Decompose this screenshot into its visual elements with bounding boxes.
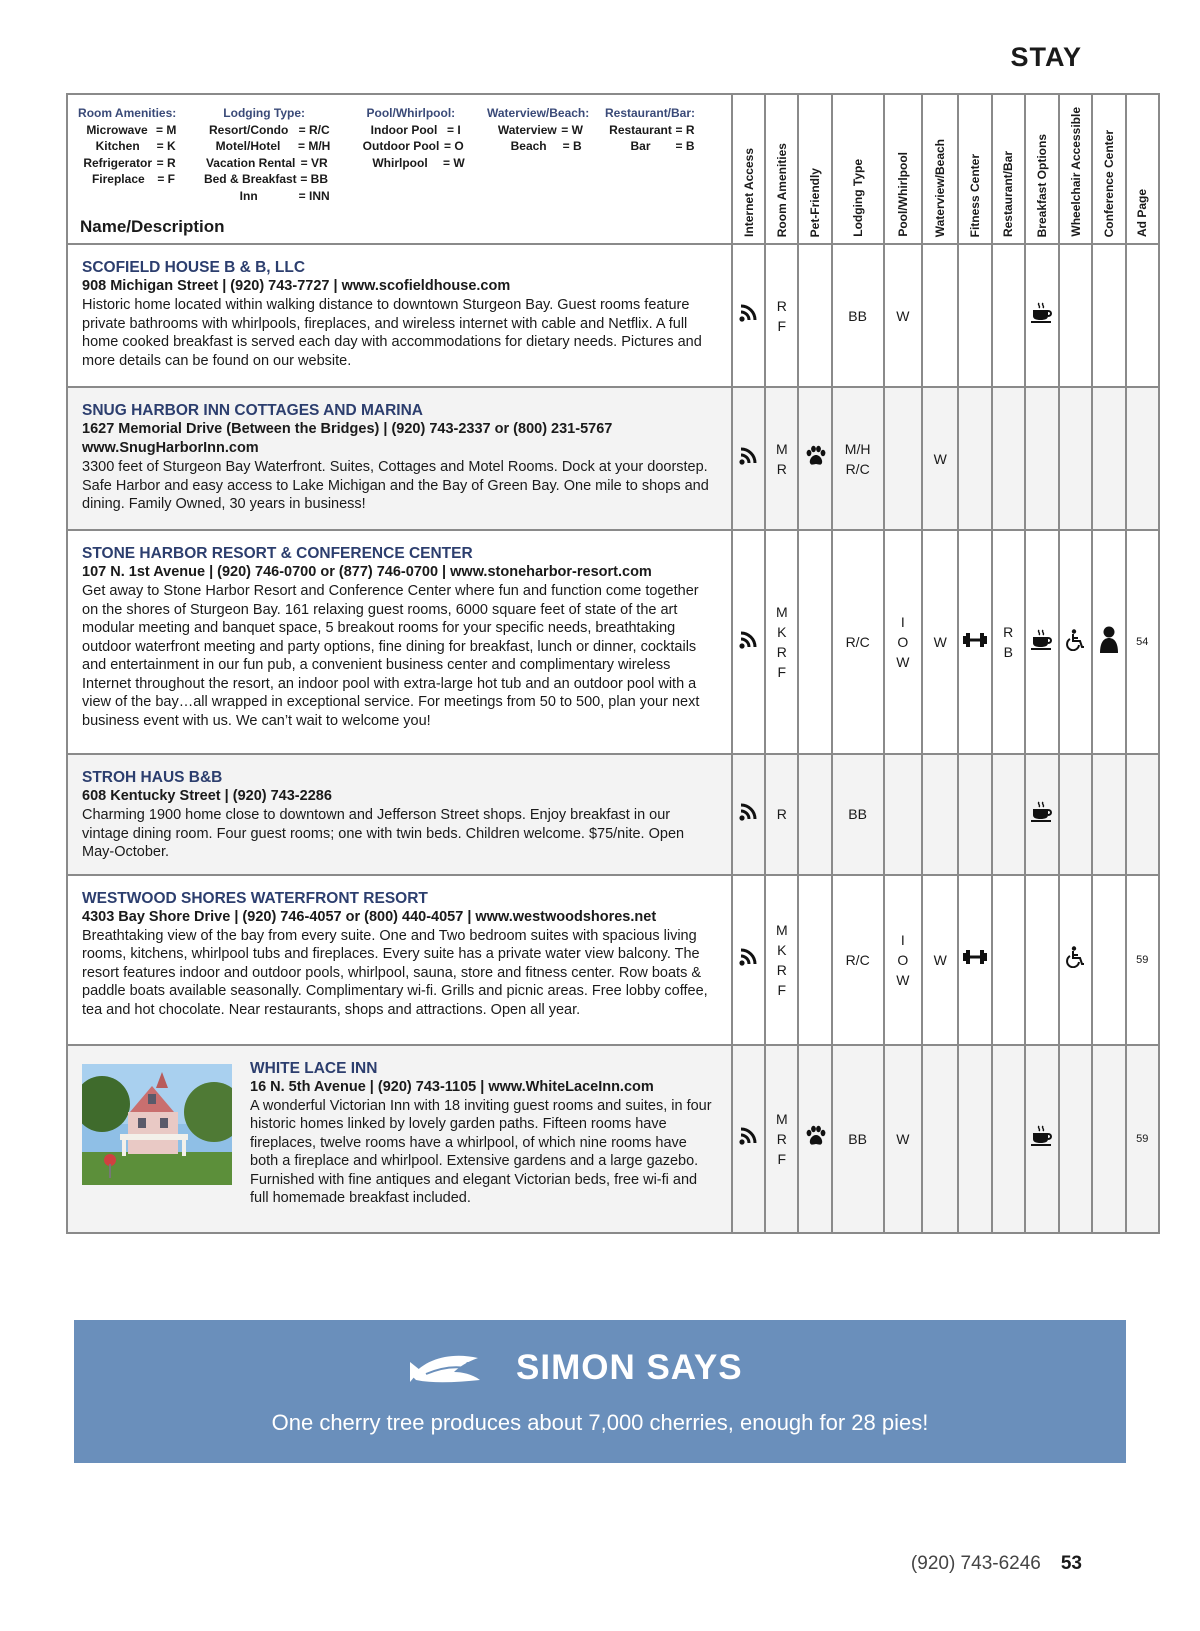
column-header-label: Conference Center — [1101, 129, 1116, 237]
cell-pet — [798, 530, 831, 754]
cell-value: BB — [848, 1130, 867, 1147]
legend-item-label: Outdoor Pool — [362, 139, 440, 153]
column-header — [884, 94, 922, 244]
legend-item — [357, 155, 465, 172]
legend-item-label: Refrigerator — [83, 155, 152, 170]
cell-conference — [1092, 530, 1125, 754]
listing-address: 1627 Memorial Drive (Between the Bridges) | (920) 743-2337 or (800) 231-5767 www.SnugHarborInn.com — [82, 421, 613, 456]
wheelchair-icon — [1065, 629, 1087, 656]
listing-text: 3300 feet of Sturgeon Bay Waterfront. Suites, Cottages and Motel Rooms. Dock at your doorstep. Safe Harbor and easy access to Lake Michigan and the Bay of Green Bay. One mile to shops and dining. Family Owned, 30 years in business! — [82, 459, 709, 512]
legend-item-code: = B — [675, 139, 695, 153]
listing-text: Get away to Stone Harbor Resort and Conference Center where fun and function come together on the shores of Sturgeon Bay. 161 relaxing guest rooms, 6000 square feet of state of the art modular meeting and banquet space, 5 breakout rooms for your specific needs, breathtaking outdoor waterfront meeting and party options, fine dining for breakfast, lunch or dinner, cocktails and entertainment in our fun pub, a convenient business center and complimentary wireless Internet throughout the resort, an indoor pool with extra-large hot tub and an outdoor pool with a view of the bay…all wrapped in exceptional service. For meetings from 50 to 500, plan your next business event with us. We can’t wait to welcome you! — [82, 583, 700, 729]
legend-item-label: Waterview — [497, 122, 557, 137]
cell-amenities — [765, 387, 798, 530]
cell-internet — [732, 530, 765, 754]
column-header — [958, 94, 991, 244]
legend-item-code: = F — [157, 172, 175, 186]
column-header — [1059, 94, 1092, 244]
cell-ad-page — [1126, 875, 1159, 1045]
listing-name: WHITE LACE INN — [250, 1059, 378, 1077]
cell-lodging — [832, 530, 884, 754]
column-header — [1092, 94, 1125, 244]
table-row — [67, 754, 1159, 875]
table-row — [67, 530, 1159, 754]
listing-text: Charming 1900 home close to downtown and Jefferson Street shops. Enjoy breakfast in our vintage dining room. Four guest rooms; one with twin beds. Children welcome. $75/nite. Open May-October. — [82, 807, 685, 860]
listing-address: 107 N. 1st Avenue | (920) 746-0700 or (877) 746-0700 | www.stoneharbor-resort.com — [82, 564, 652, 580]
column-header-label: Restaurant/Bar — [1001, 150, 1016, 237]
listing-address: 908 Michigan Street | (920) 743-7727 | www.scofieldhouse.com — [82, 278, 511, 294]
cell-wheelchair — [1059, 1045, 1092, 1233]
legend-item — [78, 155, 176, 172]
legend-item — [198, 122, 330, 139]
legend-item-code: = I — [446, 122, 461, 137]
cell-internet — [732, 875, 765, 1045]
cell-breakfast — [1025, 1045, 1059, 1233]
wifi-icon — [738, 303, 760, 328]
cell-wheelchair — [1059, 875, 1092, 1045]
cell-internet — [732, 244, 765, 387]
wifi-icon — [738, 630, 760, 655]
legend-item-label: Microwave — [86, 122, 148, 137]
legend-item — [357, 122, 465, 139]
legend-group — [605, 105, 695, 155]
listing-text: Historic home located within walking distance to downtown Sturgeon Bay. Guest rooms feature private bathrooms with whirlpools, fireplaces, and wireless internet with cable and Netflix. A full home cooked breakfast is served each day with accommodations for dietary needs. Pictures and more details can be found on our website. — [82, 297, 702, 369]
cell-ad-page — [1126, 387, 1159, 530]
cell-ad-page — [1126, 244, 1159, 387]
table-row — [67, 1045, 1159, 1233]
column-header-label: Internet Access — [741, 148, 756, 237]
listing-address: 16 N. 5th Avenue | (920) 743-1105 | www.WhiteLaceInn.com — [250, 1078, 654, 1095]
legend-item-code: = R — [675, 122, 695, 137]
cell-restaurant — [992, 875, 1025, 1045]
legend-item-label: Bar — [630, 139, 651, 153]
legend-item-label: Kitchen — [95, 139, 140, 153]
cell-wheelchair — [1059, 387, 1092, 530]
cell-amenities — [765, 530, 798, 754]
dumbbell-icon — [962, 632, 988, 653]
cell-pet — [798, 244, 831, 387]
paw-icon — [803, 444, 827, 473]
cell-pool — [884, 1045, 922, 1233]
cell-lodging — [832, 244, 884, 387]
column-header-label: Room Amenities — [774, 142, 789, 237]
legend-item — [198, 155, 330, 172]
cell-value: M K R F — [775, 921, 788, 998]
column-header-label: Pet-Friendly — [808, 167, 823, 237]
cell-value: 59 — [1136, 953, 1149, 966]
coffee-cup-icon — [1030, 302, 1054, 329]
cell-amenities — [765, 875, 798, 1045]
wheelchair-icon — [1065, 946, 1087, 973]
cell-value: R/C — [845, 951, 870, 968]
legend-item-code: = R/C — [298, 122, 330, 137]
cell-value: 54 — [1136, 636, 1149, 648]
cell-lodging — [832, 875, 884, 1045]
legend-item — [78, 171, 176, 188]
legend-item-code: = INN — [298, 188, 330, 203]
cell-water — [922, 875, 958, 1045]
legend-item-label: Restaurant — [609, 122, 672, 137]
table-row — [67, 244, 1159, 387]
cell-breakfast — [1025, 754, 1059, 875]
legend-item-code: = BB — [300, 172, 329, 186]
cell-lodging — [832, 387, 884, 530]
coffee-cup-icon — [1030, 1125, 1054, 1152]
cell-value: M/H R/C — [844, 440, 871, 477]
cell-restaurant — [992, 754, 1025, 875]
legend-item — [78, 138, 176, 155]
cell-pool — [884, 244, 922, 387]
legend-item — [605, 138, 695, 155]
cell-pet — [798, 754, 831, 875]
coffee-cup-icon — [1030, 629, 1054, 656]
legend-item — [198, 171, 330, 188]
cell-fitness — [958, 530, 991, 754]
cell-value: M R — [775, 440, 788, 477]
legend-item — [487, 138, 589, 155]
cell-fitness — [958, 754, 991, 875]
cell-conference — [1092, 244, 1125, 387]
legend-item — [78, 122, 176, 139]
column-header — [992, 94, 1025, 244]
legend-item-code: = W — [561, 122, 583, 137]
cell-water — [922, 1045, 958, 1233]
column-header — [798, 94, 831, 244]
cell-value: W — [933, 634, 947, 650]
wifi-icon — [738, 446, 760, 471]
listing-description-cell — [67, 1045, 732, 1233]
paw-icon — [803, 1124, 827, 1153]
cell-internet — [732, 1045, 765, 1233]
wifi-icon — [738, 802, 760, 827]
cell-conference — [1092, 1045, 1125, 1233]
cell-value: R B — [1003, 624, 1014, 660]
legend-group — [357, 105, 465, 171]
banner-title: SIMON SAYS — [516, 1348, 743, 1387]
table-row — [67, 387, 1159, 530]
cell-wheelchair — [1059, 754, 1092, 875]
cell-ad-page — [1126, 530, 1159, 754]
cell-pet — [798, 1045, 831, 1233]
cell-fitness — [958, 875, 991, 1045]
cell-value: R F — [776, 297, 787, 334]
listing-description-cell — [67, 530, 732, 754]
cell-value: R/C — [845, 634, 870, 650]
listing-name: STROH HAUS B&B — [82, 769, 223, 786]
wifi-icon — [738, 947, 760, 972]
column-header — [1126, 94, 1159, 244]
cell-breakfast — [1025, 387, 1059, 530]
dumbbell-icon — [962, 949, 988, 970]
legend-item-label: Resort/Condo — [208, 122, 289, 137]
legend-item — [487, 122, 589, 139]
cell-amenities — [765, 1045, 798, 1233]
legend-item-code: = B — [562, 139, 582, 153]
legend-group — [198, 105, 330, 204]
cell-value: W — [933, 450, 947, 467]
cell-internet — [732, 387, 765, 530]
listing-text: A wonderful Victorian Inn with 18 inviting guest rooms and suites, in four historic homes linked by lovely garden paths. Fifteen rooms have fireplaces, twelve rooms have a whirlpool, of which nine rooms have both a fireplace and whirlpool. Extensive gardens and a large gazebo. Furnished with fine antiques and elegant Victorian beds, free wi-fi and full homemade breakfast included. — [250, 1097, 712, 1206]
cell-ad-page — [1126, 754, 1159, 875]
column-header-label: Ad Page — [1135, 188, 1150, 237]
legend-item-code: = R — [156, 155, 176, 170]
listing-text: Breathtaking view of the bay from every suite. One and Two bedroom suites with spacious living rooms, kitchens, whirlpool tubs and fireplaces. Every suite has a private water view balcony. The resort features indoor and outdoor pools, whirlpool, sauna, store and fitness center. Row boats & paddle boats available seasonally. Complimentary wi-fi. Grills and picnic areas. Free lobby coffee, tea and hot chocolate. Near restaurants, shops and attractions. Open all year. — [82, 927, 708, 1018]
legend-item-label: Motel/Hotel — [215, 139, 281, 153]
page-number: 53 — [1060, 1553, 1082, 1574]
cell-value: BB — [848, 307, 867, 324]
cell-pet — [798, 875, 831, 1045]
legend-item-label: Fireplace — [91, 172, 145, 186]
legend-group-title: Lodging Type: — [223, 106, 306, 120]
legend-item — [198, 188, 330, 205]
cell-conference — [1092, 754, 1125, 875]
cell-pool — [884, 387, 922, 530]
column-header — [832, 94, 884, 244]
listing-name: SNUG HARBOR INN COTTAGES AND MARINA — [82, 402, 423, 419]
lodging-table — [66, 93, 1160, 1234]
column-header — [765, 94, 798, 244]
legend-item-label: Whirlpool — [372, 155, 428, 170]
column-header-label: Fitness Center — [968, 153, 982, 237]
cell-amenities — [765, 244, 798, 387]
cell-pool — [884, 754, 922, 875]
cell-restaurant — [992, 244, 1025, 387]
cell-lodging — [832, 1045, 884, 1233]
cell-amenities — [765, 754, 798, 875]
legend-item-label: Beach — [510, 139, 547, 153]
legend-item-label: Bed & Breakfast — [203, 172, 297, 186]
cell-conference — [1092, 875, 1125, 1045]
listing-description-cell — [67, 244, 732, 387]
legend-group — [78, 105, 176, 188]
legend-header — [67, 94, 732, 244]
column-header-label: Lodging Type — [850, 159, 865, 237]
cell-restaurant — [992, 530, 1025, 754]
cell-value: M K R F — [775, 604, 788, 680]
cell-value: BB — [848, 806, 867, 823]
listing-address: 4303 Bay Shore Drive | (920) 746-4057 or (800) 440-4057 | www.westwoodshores.net — [82, 908, 657, 925]
legend-item — [357, 138, 465, 155]
footer-phone: (920) 743-6246 — [910, 1553, 1041, 1574]
listing-name: WESTWOOD SHORES WATERFRONT RESORT — [82, 889, 428, 907]
legend-item — [605, 122, 695, 139]
coffee-cup-icon — [1030, 801, 1054, 828]
cell-water — [922, 244, 958, 387]
cell-breakfast — [1025, 244, 1059, 387]
legend-group-title: Pool/Whirlpool: — [366, 106, 456, 120]
cell-restaurant — [992, 1045, 1025, 1233]
house-photo — [82, 1064, 232, 1185]
cell-value: W — [933, 951, 947, 968]
legend-group-title: Waterview/Beach: — [487, 106, 590, 120]
listing-name: STONE HARBOR RESORT & CONFERENCE CENTER — [82, 545, 473, 562]
banner-text: One cherry tree produces about 7,000 cherries, enough for 28 pies! — [271, 1410, 929, 1435]
legend-item-code: = O — [443, 139, 464, 153]
listing-description-cell — [67, 387, 732, 530]
legend-group-title: Room Amenities: — [78, 106, 177, 120]
cell-lodging — [832, 754, 884, 875]
simon-says-banner — [74, 1320, 1126, 1463]
cell-value: 59 — [1136, 1132, 1149, 1145]
legend-group — [487, 105, 589, 155]
column-header — [732, 94, 765, 244]
listing-description-cell — [67, 754, 732, 875]
legend-item-code: = W — [443, 155, 465, 170]
legend-item-label: Vacation Rental — [205, 155, 296, 170]
cell-fitness — [958, 1045, 991, 1233]
cell-fitness — [958, 244, 991, 387]
cell-value: I O W — [896, 614, 910, 670]
legend-group-title: Restaurant/Bar: — [605, 106, 696, 120]
column-header-label: Pool/Whirlpool — [895, 152, 910, 237]
cell-value: W — [896, 1130, 910, 1147]
legend-item-label: Indoor Pool — [370, 122, 438, 137]
fish-logo-icon — [406, 1342, 486, 1392]
cell-value: W — [896, 307, 910, 324]
legend-item-code: = VR — [300, 155, 328, 170]
cell-conference — [1092, 387, 1125, 530]
legend-item — [198, 138, 330, 155]
cell-water — [922, 530, 958, 754]
listing-name: SCOFIELD HOUSE B & B, LLC — [82, 259, 306, 276]
cell-internet — [732, 754, 765, 875]
cell-restaurant — [992, 387, 1025, 530]
cell-pool — [884, 530, 922, 754]
cell-value: I O W — [896, 931, 910, 988]
cell-ad-page — [1126, 1045, 1159, 1233]
column-header-label: Breakfast Options — [1035, 133, 1049, 237]
page-title: STAY — [1010, 42, 1082, 72]
legend-item-code: = K — [156, 139, 176, 153]
cell-fitness — [958, 387, 991, 530]
page-footer — [911, 1553, 1082, 1575]
conference-person-icon — [1098, 626, 1120, 659]
cell-value: M R F — [775, 1110, 788, 1167]
cell-breakfast — [1025, 530, 1059, 754]
cell-breakfast — [1025, 875, 1059, 1045]
listing-description-cell — [67, 875, 732, 1045]
cell-value: R — [776, 806, 787, 823]
cell-pool — [884, 875, 922, 1045]
listing-address: 608 Kentucky Street | (920) 743-2286 — [82, 788, 332, 804]
cell-water — [922, 387, 958, 530]
cell-pet — [798, 387, 831, 530]
column-header — [922, 94, 958, 244]
name-description-header: Name/Description — [80, 217, 225, 236]
cell-wheelchair — [1059, 244, 1092, 387]
legend-item-code: = M/H — [298, 139, 331, 153]
legend-item-label: Inn — [239, 188, 258, 203]
column-header-label: Wheelchair Accessible — [1068, 107, 1083, 237]
cell-wheelchair — [1059, 530, 1092, 754]
cell-water — [922, 754, 958, 875]
wifi-icon — [738, 1126, 760, 1151]
legend-item-code: = M — [156, 122, 177, 137]
table-row — [67, 875, 1159, 1045]
column-header-label: Waterview/Beach — [933, 138, 948, 237]
column-header — [1025, 94, 1059, 244]
